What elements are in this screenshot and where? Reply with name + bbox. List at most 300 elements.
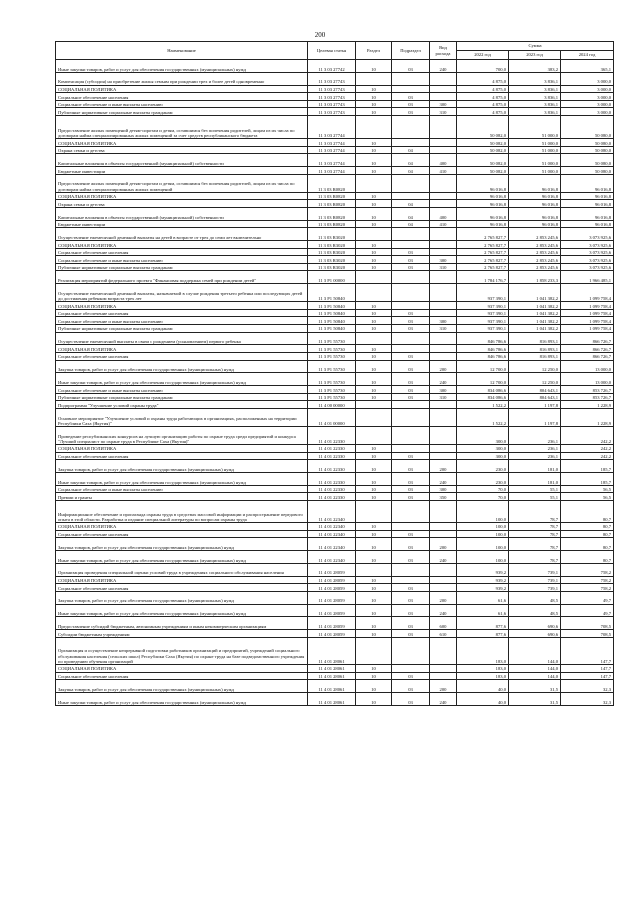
- cell-name: Подпрограмма "Улучшение условий охраны труда": [56, 401, 308, 409]
- header-expense-type: Вид расхода: [430, 42, 457, 60]
- cell-code: 11 4 01 22340: [308, 500, 356, 522]
- cell-name: Закупка товаров, работ и услуг для обеспечения государственных (муниципальных) нужд: [56, 538, 308, 551]
- cell-code: 11 3 03 R0820: [308, 220, 356, 228]
- cell-name: Субсидии бюджетным учреждениям: [56, 630, 308, 638]
- cell-name: Капитальные вложения в объекты государственной (муниципальной) собственности: [56, 154, 308, 167]
- cell-2023: 48,5: [509, 591, 561, 604]
- cell-subsection: 03: [392, 584, 430, 592]
- cell-2024: 96 016,8: [561, 220, 614, 228]
- table-row: [56, 139, 614, 147]
- header-year-2023: 2023 год: [509, 51, 561, 60]
- cell-2022: 70,0: [457, 485, 509, 493]
- cell-2024: 1 099 758,4: [561, 302, 614, 310]
- table-row: [56, 317, 614, 325]
- table-row: [56, 192, 614, 200]
- cell-code: 11 4 01 28061: [308, 692, 356, 705]
- cell-2023: 181,0: [509, 473, 561, 486]
- cell-2022: 183,0: [457, 664, 509, 672]
- cell-expense-type: 400: [430, 207, 457, 220]
- cell-name: СОЦИАЛЬНАЯ ПОЛИТИКА: [56, 345, 308, 353]
- cell-2022: 877,6: [457, 630, 509, 638]
- cell-code: 11 3 P1 55730: [308, 373, 356, 386]
- cell-expense-type: [430, 146, 457, 154]
- cell-section: 10: [356, 664, 392, 672]
- cell-section: [356, 271, 392, 284]
- cell-2024: 80,7: [561, 530, 614, 538]
- cell-code: 11 3 P1 50840: [308, 302, 356, 310]
- cell-name: Предоставление жилых помещений детям-сиротам и детям, оставшимся без попечения родителей, лицам из их числа по договорам найма специализированных жилых помещений: [56, 174, 308, 192]
- cell-2023: 816 893,1: [509, 345, 561, 353]
- cell-2022: 183,0: [457, 672, 509, 680]
- cell-expense-type: 240: [430, 604, 457, 617]
- cell-2023: 78,7: [509, 522, 561, 530]
- cell-expense-type: [430, 427, 457, 445]
- cell-2022: 61,6: [457, 604, 509, 617]
- cell-code: 11 3 03 R3020: [308, 256, 356, 264]
- cell-2023: 48,5: [509, 604, 561, 617]
- cell-name: Осуществление ежемесячной денежной выплаты на детей в возрасте от трех до семи лет включительно: [56, 228, 308, 241]
- cell-section: [356, 228, 392, 241]
- cell-subsection: 03: [392, 617, 430, 630]
- cell-expense-type: [430, 401, 457, 409]
- cell-2022: 183,0: [457, 637, 509, 664]
- cell-code: 11 3 P1 55730: [308, 393, 356, 401]
- cell-2023: 55,1: [509, 485, 561, 493]
- cell-expense-type: [430, 248, 457, 256]
- cell-expense-type: [430, 345, 457, 353]
- cell-section: 10: [356, 672, 392, 680]
- cell-subsection: 04: [392, 146, 430, 154]
- cell-2023: 3 836,1: [509, 93, 561, 101]
- cell-section: 10: [356, 630, 392, 638]
- table-row: [56, 325, 614, 333]
- table-row: [56, 228, 614, 241]
- header-sum: Сумма: [457, 42, 614, 51]
- cell-subsection: [392, 500, 430, 522]
- cell-2022: 100,0: [457, 550, 509, 563]
- cell-name: Социальное обеспечение населения: [56, 530, 308, 538]
- cell-expense-type: 350: [430, 493, 457, 501]
- cell-2024: 32,3: [561, 680, 614, 693]
- cell-2022: 230,0: [457, 473, 509, 486]
- cell-name: Социальное обеспечение населения: [56, 584, 308, 592]
- cell-name: СОЦИАЛЬНАЯ ПОЛИТИКА: [56, 664, 308, 672]
- cell-name: Публичные нормативные социальные выплаты гражданам: [56, 108, 308, 116]
- cell-name: Социальное обеспечение и иные выплаты населению: [56, 317, 308, 325]
- cell-2023: 55,1: [509, 493, 561, 501]
- cell-subsection: [392, 576, 430, 584]
- cell-2024: 50 080,0: [561, 146, 614, 154]
- cell-2023: 1 041 382,2: [509, 302, 561, 310]
- table-row: [56, 522, 614, 530]
- cell-2024: 1 966 485,1: [561, 271, 614, 284]
- cell-2022: 939,2: [457, 563, 509, 576]
- cell-expense-type: [430, 452, 457, 460]
- header-year-2022: 2022 год: [457, 51, 509, 60]
- cell-2024: 96 016,8: [561, 200, 614, 208]
- cell-section: 10: [356, 241, 392, 249]
- table-row: [56, 154, 614, 167]
- cell-2022: 70,0: [457, 493, 509, 501]
- cell-expense-type: [430, 200, 457, 208]
- cell-2022: 937 390,1: [457, 309, 509, 317]
- cell-2024: 1 099 758,4: [561, 325, 614, 333]
- cell-2022: 96 016,8: [457, 174, 509, 192]
- cell-2023: 31,5: [509, 680, 561, 693]
- table-row: [56, 563, 614, 576]
- cell-2022: 50 082,0: [457, 139, 509, 147]
- cell-2024: 853 726,7: [561, 393, 614, 401]
- cell-section: 10: [356, 256, 392, 264]
- cell-subsection: [392, 345, 430, 353]
- cell-2022: 300,0: [457, 427, 509, 445]
- cell-expense-type: 410: [430, 167, 457, 175]
- cell-expense-type: [430, 271, 457, 284]
- cell-2023: 1 041 382,2: [509, 317, 561, 325]
- cell-expense-type: 310: [430, 393, 457, 401]
- cell-code: 11 4 01 28061: [308, 664, 356, 672]
- cell-subsection: 03: [392, 604, 430, 617]
- cell-name: Иные закупки товаров, работ и услуг для обеспечения государственных (муниципальных) нужд: [56, 692, 308, 705]
- cell-section: [356, 284, 392, 302]
- cell-2024: 56,5: [561, 485, 614, 493]
- cell-2023: 236,1: [509, 427, 561, 445]
- cell-section: 10: [356, 146, 392, 154]
- cell-2023: 31,5: [509, 692, 561, 705]
- cell-expense-type: 300: [430, 485, 457, 493]
- cell-2023: 690,6: [509, 617, 561, 630]
- cell-name: Иные закупки товаров, работ и услуг для обеспечения государственных (муниципальных) нужд: [56, 473, 308, 486]
- cell-section: 10: [356, 100, 392, 108]
- table-row: [56, 460, 614, 473]
- cell-2024: 242,2: [561, 452, 614, 460]
- cell-2023: 1 197,8: [509, 409, 561, 427]
- cell-2023: 144,0: [509, 672, 561, 680]
- cell-2023: 739,1: [509, 576, 561, 584]
- cell-expense-type: 200: [430, 460, 457, 473]
- cell-code: 11 3 03 27744: [308, 167, 356, 175]
- cell-section: 10: [356, 108, 392, 116]
- cell-subsection: [392, 192, 430, 200]
- cell-code: 11 3 P1 55730: [308, 360, 356, 373]
- cell-2024: 853 726,7: [561, 386, 614, 394]
- cell-expense-type: 240: [430, 373, 457, 386]
- cell-2023: 181,0: [509, 460, 561, 473]
- cell-name: Социальное обеспечение и иные выплаты населению: [56, 256, 308, 264]
- cell-name: Бюджетные инвестиции: [56, 220, 308, 228]
- header-subsection: Подраздел: [392, 42, 430, 60]
- cell-section: 10: [356, 452, 392, 460]
- cell-2022: 230,0: [457, 460, 509, 473]
- cell-2024: 185,7: [561, 473, 614, 486]
- cell-2022: 2 765 827,7: [457, 256, 509, 264]
- cell-2023: 383,2: [509, 60, 561, 73]
- cell-code: 11 3 03 27743: [308, 93, 356, 101]
- cell-2024: 1 099 758,4: [561, 317, 614, 325]
- table-row: [56, 630, 614, 638]
- cell-2023: 78,7: [509, 530, 561, 538]
- cell-2023: 78,7: [509, 550, 561, 563]
- cell-2022: 96 016,8: [457, 220, 509, 228]
- cell-2024: 13 000,0: [561, 373, 614, 386]
- cell-name: Социальное обеспечение населения: [56, 672, 308, 680]
- table-row: [56, 409, 614, 427]
- table-row: [56, 485, 614, 493]
- cell-2023: 816 893,1: [509, 332, 561, 345]
- cell-2022: 50 082,0: [457, 154, 509, 167]
- cell-2023: 3 836,1: [509, 85, 561, 93]
- cell-subsection: [392, 637, 430, 664]
- cell-name: СОЦИАЛЬНАЯ ПОЛИТИКА: [56, 85, 308, 93]
- cell-code: 11 3 P1 55730: [308, 332, 356, 345]
- cell-subsection: 04: [392, 154, 430, 167]
- cell-name: Социальное обеспечение населения: [56, 93, 308, 101]
- cell-2023: 12 250,0: [509, 360, 561, 373]
- table-row: [56, 360, 614, 373]
- cell-subsection: 04: [392, 167, 430, 175]
- cell-2022: 61,6: [457, 591, 509, 604]
- table-row: [56, 386, 614, 394]
- cell-section: 10: [356, 460, 392, 473]
- cell-expense-type: [430, 241, 457, 249]
- cell-2022: 40,0: [457, 692, 509, 705]
- cell-name: Публичные нормативные социальные выплаты гражданам: [56, 325, 308, 333]
- cell-subsection: 03: [392, 485, 430, 493]
- cell-subsection: 03: [392, 630, 430, 638]
- cell-expense-type: 240: [430, 692, 457, 705]
- cell-2024: 147,7: [561, 672, 614, 680]
- table-row: [56, 445, 614, 453]
- table-row: [56, 72, 614, 85]
- cell-section: 10: [356, 604, 392, 617]
- cell-subsection: 03: [392, 263, 430, 271]
- cell-2023: 1 858 233,3: [509, 271, 561, 284]
- cell-section: 10: [356, 680, 392, 693]
- cell-2023: 739,1: [509, 563, 561, 576]
- cell-name: Иные закупки товаров, работ и услуг для обеспечения государственных (муниципальных) нужд: [56, 60, 308, 73]
- cell-subsection: 03: [392, 460, 430, 473]
- cell-subsection: [392, 115, 430, 138]
- cell-2023: 144,0: [509, 637, 561, 664]
- cell-section: 10: [356, 263, 392, 271]
- cell-name: Осуществление ежемесячной денежной выплаты, назначаемой в случае рождения третьего ребенка или последующих детей до достижения ребенком возраста трех лет: [56, 284, 308, 302]
- cell-code: 11 3 03 R3020: [308, 228, 356, 241]
- cell-2022: 2 765 827,7: [457, 263, 509, 271]
- cell-2023: 816 893,1: [509, 353, 561, 361]
- table-row: [56, 345, 614, 353]
- cell-section: 10: [356, 60, 392, 73]
- table-row: [56, 576, 614, 584]
- cell-subsection: 03: [392, 353, 430, 361]
- cell-section: 10: [356, 207, 392, 220]
- cell-2023: 804 643,1: [509, 393, 561, 401]
- cell-expense-type: [430, 500, 457, 522]
- cell-subsection: [392, 522, 430, 530]
- cell-expense-type: [430, 576, 457, 584]
- cell-expense-type: 300: [430, 256, 457, 264]
- cell-section: 10: [356, 473, 392, 486]
- cell-2024: 50 080,0: [561, 115, 614, 138]
- cell-code: 11 4 01 22330: [308, 460, 356, 473]
- cell-2024: 3 073 925,6: [561, 228, 614, 241]
- cell-name: Иные закупки товаров, работ и услуг для обеспечения государственных (муниципальных) нужд: [56, 604, 308, 617]
- cell-code: 11 4 01 22330: [308, 485, 356, 493]
- table-row: [56, 637, 614, 664]
- cell-section: 10: [356, 485, 392, 493]
- cell-section: [356, 637, 392, 664]
- cell-name: СОЦИАЛЬНАЯ ПОЛИТИКА: [56, 522, 308, 530]
- cell-2022: 100,0: [457, 538, 509, 551]
- cell-name: Социальное обеспечение населения: [56, 452, 308, 460]
- table-body: [56, 60, 614, 706]
- cell-2024: 3 000,0: [561, 85, 614, 93]
- cell-2024: 96 016,8: [561, 207, 614, 220]
- cell-code: 11 3 03 27744: [308, 146, 356, 154]
- cell-2024: 708,5: [561, 617, 614, 630]
- cell-2022: 2 765 827,7: [457, 228, 509, 241]
- cell-2023: 51 000,0: [509, 139, 561, 147]
- cell-2024: 3 000,0: [561, 93, 614, 101]
- cell-2022: 1 522,2: [457, 409, 509, 427]
- table-row: [56, 530, 614, 538]
- cell-code: 11 3 03 27743: [308, 85, 356, 93]
- cell-2024: 80,7: [561, 538, 614, 551]
- cell-name: Социальное обеспечение населения: [56, 248, 308, 256]
- cell-2022: 4 875,0: [457, 72, 509, 85]
- cell-code: 11 3 P1 50840: [308, 309, 356, 317]
- cell-2023: 96 016,8: [509, 174, 561, 192]
- cell-section: [356, 174, 392, 192]
- cell-2023: 144,0: [509, 664, 561, 672]
- cell-code: 11 4 01 22330: [308, 452, 356, 460]
- cell-2022: 834 086,6: [457, 393, 509, 401]
- page-number: 200: [314, 31, 326, 39]
- cell-section: 10: [356, 493, 392, 501]
- cell-code: 11 3 03 27744: [308, 139, 356, 147]
- cell-subsection: 04: [392, 200, 430, 208]
- cell-subsection: 03: [392, 60, 430, 73]
- cell-code: 11 4 01 22330: [308, 427, 356, 445]
- table-row: [56, 60, 614, 73]
- cell-section: [356, 409, 392, 427]
- cell-2023: 1 041 382,2: [509, 325, 561, 333]
- cell-2024: 3 073 925,6: [561, 256, 614, 264]
- cell-subsection: 03: [392, 672, 430, 680]
- cell-name: Публичные нормативные социальные выплаты гражданам: [56, 393, 308, 401]
- cell-subsection: 03: [392, 393, 430, 401]
- cell-section: [356, 332, 392, 345]
- cell-section: 10: [356, 373, 392, 386]
- cell-section: 10: [356, 325, 392, 333]
- cell-2022: 939,2: [457, 584, 509, 592]
- cell-code: 11 4 01 28059: [308, 604, 356, 617]
- cell-name: Иные закупки товаров, работ и услуг для обеспечения государственных (муниципальных) нужд: [56, 373, 308, 386]
- table-row: [56, 167, 614, 175]
- cell-code: 11 4 01 22340: [308, 522, 356, 530]
- table-row: [56, 353, 614, 361]
- cell-2023: 690,6: [509, 630, 561, 638]
- cell-2022: 100,0: [457, 522, 509, 530]
- table-row: [56, 207, 614, 220]
- cell-subsection: 03: [392, 530, 430, 538]
- cell-subsection: [392, 401, 430, 409]
- cell-subsection: 03: [392, 692, 430, 705]
- cell-code: 11 3 03 27744: [308, 154, 356, 167]
- cell-name: Закупка товаров, работ и услуг для обеспечения государственных (муниципальных) нужд: [56, 460, 308, 473]
- cell-expense-type: 300: [430, 386, 457, 394]
- cell-2024: 50 080,0: [561, 167, 614, 175]
- cell-expense-type: [430, 302, 457, 310]
- cell-2024: 50 080,0: [561, 139, 614, 147]
- cell-name: Организация проведения специальной оценки условий труда в учреждениях социального обслуживания населения: [56, 563, 308, 576]
- cell-section: [356, 115, 392, 138]
- cell-2024: 758,2: [561, 584, 614, 592]
- cell-code: 11 3 P1 50840: [308, 284, 356, 302]
- cell-2022: 300,0: [457, 452, 509, 460]
- cell-code: 11 4 01 28059: [308, 630, 356, 638]
- cell-name: Предоставление субсидий бюджетным, автономным учреждениям и иным некоммерческим организациям: [56, 617, 308, 630]
- cell-2023: 1 041 382,2: [509, 309, 561, 317]
- cell-2022: 846 786,6: [457, 345, 509, 353]
- cell-2022: 846 786,6: [457, 332, 509, 345]
- cell-2022: 50 082,0: [457, 146, 509, 154]
- cell-2022: 2 765 827,7: [457, 241, 509, 249]
- cell-2022: 4 875,0: [457, 85, 509, 93]
- cell-2023: 96 016,8: [509, 192, 561, 200]
- cell-name: СОЦИАЛЬНАЯ ПОЛИТИКА: [56, 576, 308, 584]
- cell-2023: 12 250,0: [509, 373, 561, 386]
- cell-name: Бюджетные инвестиции: [56, 167, 308, 175]
- cell-subsection: [392, 302, 430, 310]
- cell-expense-type: [430, 584, 457, 592]
- cell-section: 10: [356, 192, 392, 200]
- cell-2024: 866 726,7: [561, 345, 614, 353]
- cell-2024: 13 000,0: [561, 360, 614, 373]
- cell-code: 11 4 01 22340: [308, 538, 356, 551]
- cell-2022: 96 016,8: [457, 192, 509, 200]
- cell-section: 10: [356, 302, 392, 310]
- cell-name: Информационное обеспечение и пропаганда охраны труда в средствах массовой информации и распространение передового опыта в этой области. Разработка и издание специальной литературы по вопросам охраны труда: [56, 500, 308, 522]
- cell-2023: 78,7: [509, 538, 561, 551]
- cell-subsection: 03: [392, 473, 430, 486]
- cell-section: [356, 427, 392, 445]
- cell-code: 11 4 01 22340: [308, 530, 356, 538]
- cell-subsection: 03: [392, 93, 430, 101]
- cell-section: 10: [356, 220, 392, 228]
- cell-2023: 96 016,8: [509, 200, 561, 208]
- cell-2023: 2 853 245,6: [509, 248, 561, 256]
- table-row: [56, 220, 614, 228]
- cell-expense-type: [430, 228, 457, 241]
- cell-expense-type: [430, 563, 457, 576]
- cell-section: 10: [356, 538, 392, 551]
- cell-subsection: 03: [392, 493, 430, 501]
- cell-2024: 1 099 758,4: [561, 284, 614, 302]
- table-row: [56, 493, 614, 501]
- table-row: [56, 427, 614, 445]
- cell-section: 10: [356, 248, 392, 256]
- cell-2022: 100,0: [457, 530, 509, 538]
- table-row: [56, 174, 614, 192]
- cell-expense-type: 600: [430, 617, 457, 630]
- cell-2023: 3 836,1: [509, 72, 561, 85]
- cell-2022: 96 016,8: [457, 200, 509, 208]
- cell-name: Организация и осуществление непрерывной подготовки работников организаций и предприятий, учреждений социального обслуживания населения (сельских школ) Республики Саха (Якутия) по охране труда на базе подведомственного учреждения по проведению обучения организаций: [56, 637, 308, 664]
- cell-section: 10: [356, 550, 392, 563]
- table-row: [56, 500, 614, 522]
- cell-code: 11 3 P1 00000: [308, 271, 356, 284]
- cell-expense-type: [430, 522, 457, 530]
